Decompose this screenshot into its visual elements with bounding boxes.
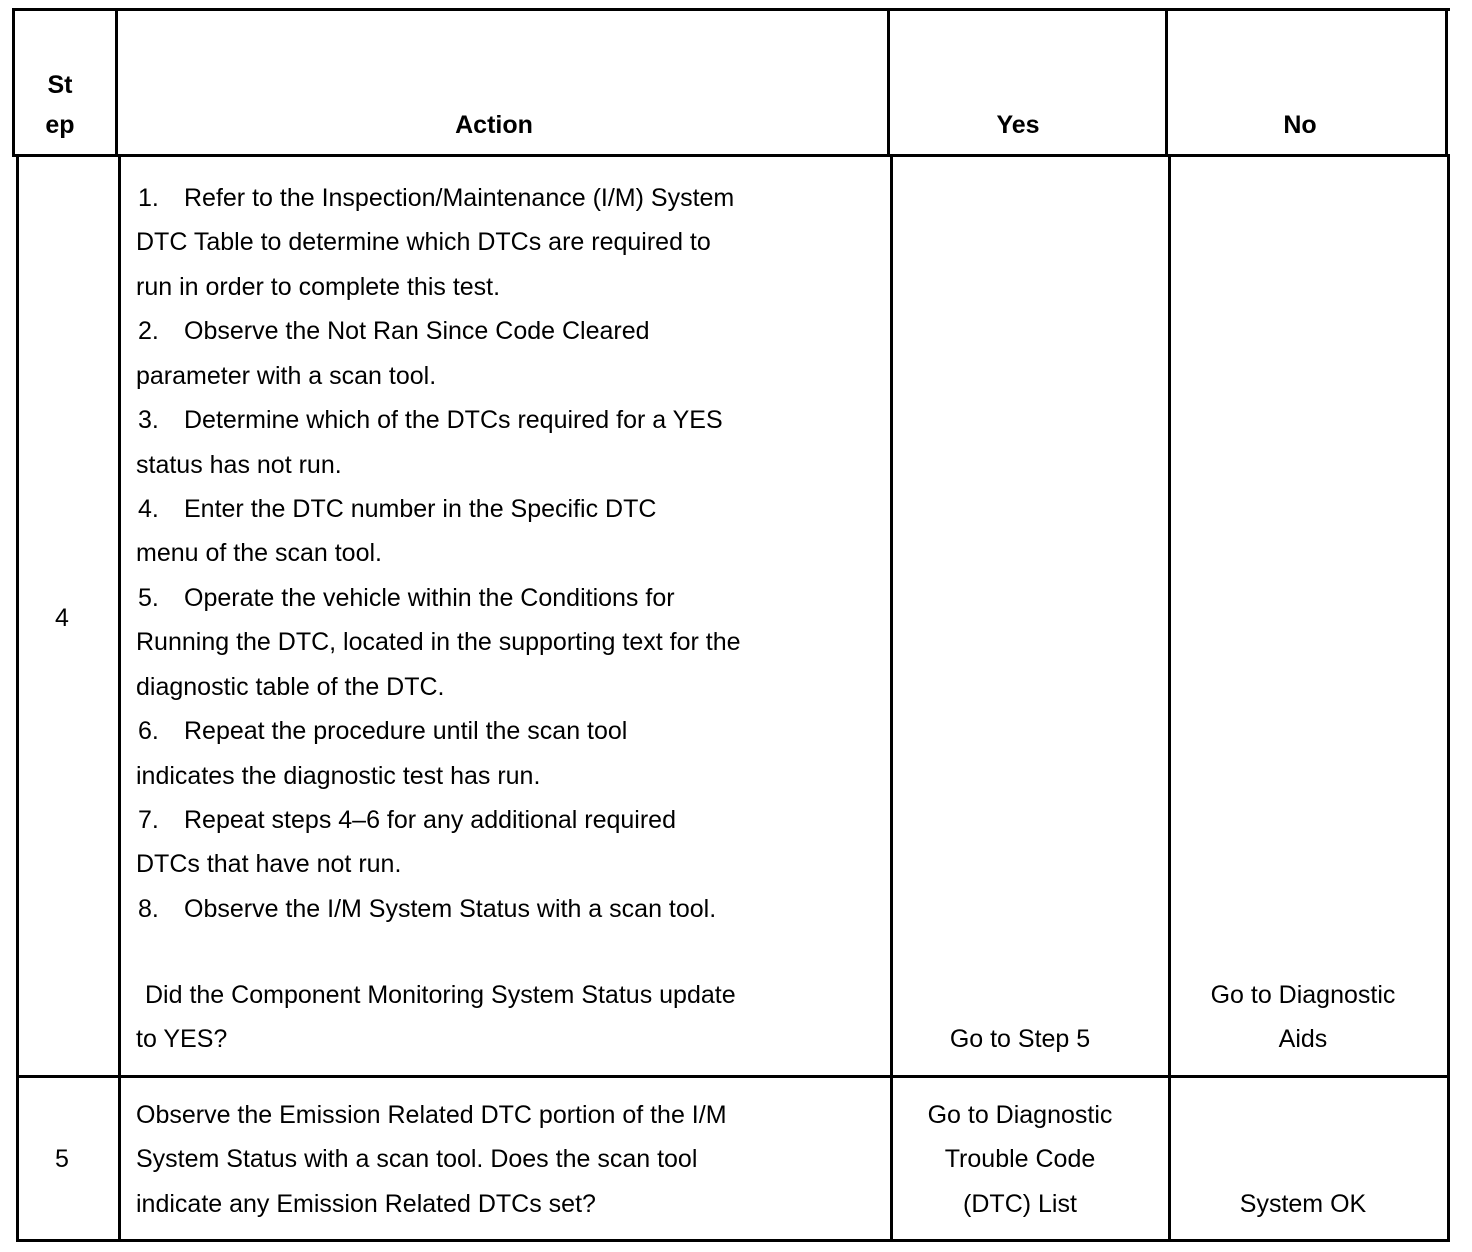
action-item-5-cont: Running the DTC, located in the supporting text for the (136, 628, 741, 656)
item-number: 6. (138, 717, 159, 745)
action-item-6-cont: indicates the diagnostic test has run. (136, 762, 541, 790)
step-4-number (19, 157, 118, 1075)
diagnostic-table (12, 8, 1450, 1244)
header-step (15, 11, 115, 154)
item-text: Enter the DTC number in the Specific DTC (184, 495, 657, 523)
step-5-action-line: indicate any Emission Related DTCs set? (136, 1190, 596, 1218)
item-number: 1. (138, 184, 159, 212)
step-number: 4 (55, 604, 69, 632)
item-text: Repeat the procedure until the scan tool (184, 717, 628, 745)
item-text: Repeat steps 4–6 for any additional required (184, 806, 676, 834)
step-5-yes-text-cont: (DTC) List (963, 1190, 1077, 1218)
action-item-5 (136, 583, 675, 613)
header-action (118, 11, 887, 154)
action-item-4 (136, 494, 656, 524)
table-border-bottom (16, 1239, 1450, 1242)
step-4-action (121, 157, 890, 1075)
table-border-right (1445, 8, 1448, 157)
item-text: Determine which of the DTCs required for a YES (184, 406, 723, 434)
step-4-yes (893, 157, 1168, 1075)
step-5-number (19, 1078, 118, 1239)
action-item-7 (136, 805, 676, 835)
step-5-action-line: Observe the Emission Related DTC portion of the I/M (136, 1101, 727, 1129)
step-4-yes-text: Go to Step 5 (949, 1025, 1091, 1053)
item-number: 2. (138, 317, 159, 345)
action-item-6 (136, 716, 627, 746)
action-item-3 (136, 405, 723, 435)
step-5-yes (893, 1078, 1168, 1239)
header-yes-label: Yes (996, 111, 1040, 139)
item-number: 7. (138, 806, 159, 834)
step-5-yes-text-cont: Trouble Code (944, 1145, 1096, 1173)
table-border-right-body (1447, 154, 1450, 1242)
action-item-3-cont: status has not run. (136, 451, 342, 479)
action-item-1-cont: DTC Table to determine which DTCs are required to (136, 228, 711, 256)
item-number: 8. (138, 895, 159, 923)
header-step-line1: St (47, 71, 73, 99)
step-5-no (1171, 1078, 1447, 1239)
action-item-2-cont: parameter with a scan tool. (136, 362, 437, 390)
step-5-action (121, 1078, 890, 1239)
action-item-7-cont: DTCs that have not run. (136, 850, 402, 878)
action-item-4-cont: menu of the scan tool. (136, 539, 382, 567)
item-text: Refer to the Inspection/Maintenance (I/M) System (184, 184, 735, 212)
header-yes (890, 11, 1165, 154)
item-number: 5. (138, 584, 159, 612)
step-4-question-cont: to YES? (136, 1025, 228, 1053)
step-5-no-text: System OK (1239, 1190, 1367, 1218)
step-number: 5 (55, 1145, 69, 1173)
item-text: Operate the vehicle within the Conditions for (184, 584, 675, 612)
action-item-5-cont: diagnostic table of the DTC. (136, 673, 445, 701)
step-4-no-text-cont: Aids (1278, 1025, 1328, 1053)
header-no-label: No (1283, 111, 1317, 139)
item-number: 4. (138, 495, 159, 523)
action-item-1-cont: run in order to complete this test. (136, 273, 501, 301)
action-item-8 (136, 894, 716, 924)
header-step-line2: ep (45, 111, 75, 139)
step-5-yes-text: Go to Diagnostic (927, 1101, 1113, 1129)
item-number: 3. (138, 406, 159, 434)
action-item-1 (136, 183, 734, 213)
action-item-2 (136, 316, 650, 346)
step-4-no-text: Go to Diagnostic (1210, 981, 1396, 1009)
step-4-no (1171, 157, 1447, 1075)
step-5-action-line: System Status with a scan tool. Does the scan tool (136, 1145, 698, 1173)
item-text: Observe the I/M System Status with a scan tool. (184, 895, 717, 923)
header-no (1168, 11, 1445, 154)
header-action-label: Action (455, 111, 533, 139)
step-4-question: Did the Component Monitoring System Status update (145, 981, 736, 1009)
item-text: Observe the Not Ran Since Code Cleared (184, 317, 650, 345)
